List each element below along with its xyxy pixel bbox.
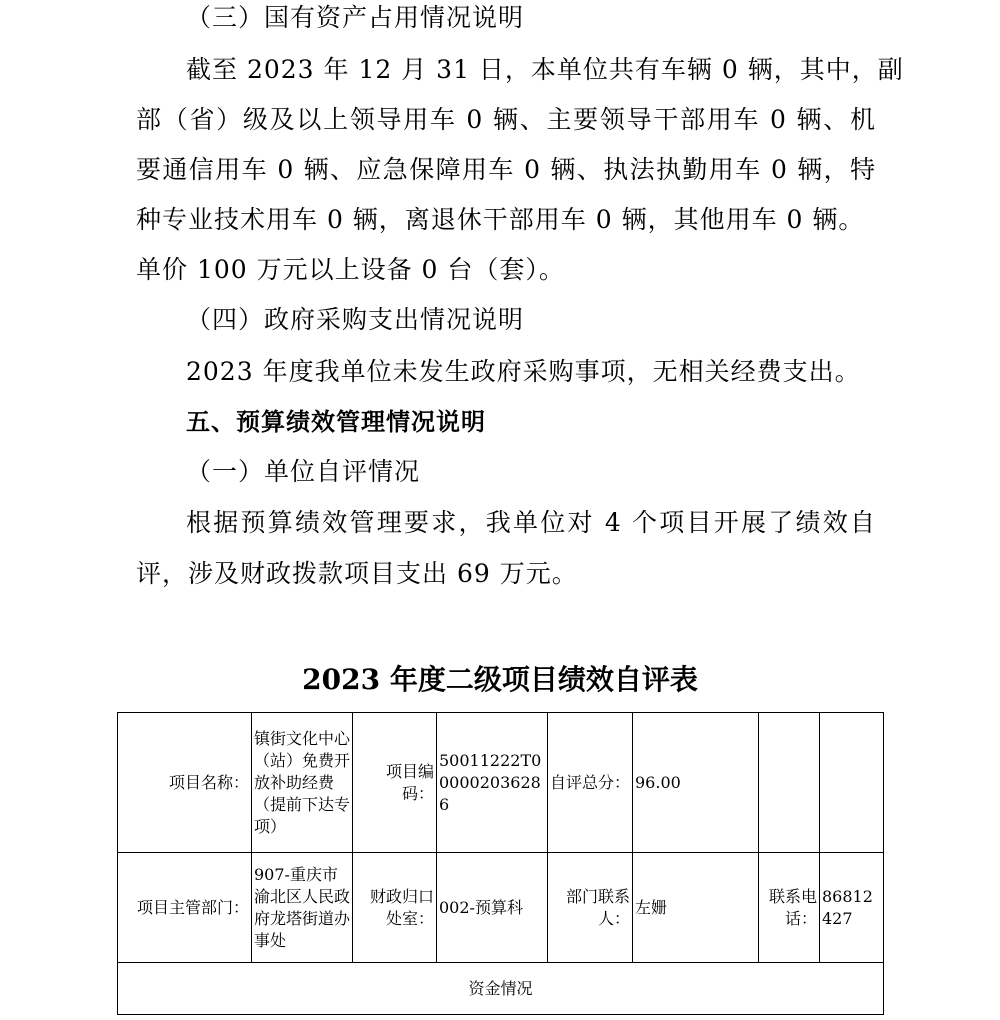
paragraph-line: 2023 年度我单位未发生政府采购事项，无相关经费支出。 <box>186 357 861 386</box>
dept-label: 项目主管部门： <box>118 853 252 963</box>
section-5-1-heading: （一）单位自评情况 <box>186 457 421 486</box>
contact-value: 左姗 <box>633 853 759 963</box>
score-label: 自评总分： <box>548 713 633 853</box>
contact-label: 部门联系人： <box>548 853 633 963</box>
office-label: 财政归口处室： <box>353 853 437 963</box>
section-4-heading: （四）政府采购支出情况说明 <box>186 305 525 334</box>
table-title: 2023 年度二级项目绩效自评表 <box>302 663 698 696</box>
table-row <box>118 713 884 853</box>
empty-cell <box>759 713 820 853</box>
paragraph-line: 截至 2023 年 12 月 31 日，本单位共有车辆 0 辆，其中，副 <box>186 55 904 84</box>
section-3-heading: （三）国有资产占用情况说明 <box>186 3 525 32</box>
funds-heading: 资金情况 <box>118 963 884 1015</box>
phone-label: 联系电话： <box>759 853 820 963</box>
office-value: 002-预算科 <box>437 853 548 963</box>
phone-value: 86812427 <box>820 853 884 963</box>
self-evaluation-table <box>117 712 884 1015</box>
empty-cell <box>820 713 884 853</box>
project-code-value: 50011222T000002036286 <box>437 713 548 853</box>
paragraph-line: 单价 100 万元以上设备 0 台（套）。 <box>136 255 565 284</box>
table-row <box>118 853 884 963</box>
project-name-label: 项目名称： <box>118 713 252 853</box>
project-code-label: 项目编码： <box>353 713 437 853</box>
table-row <box>118 963 884 1015</box>
paragraph-line: 评，涉及财政拨款项目支出 69 万元。 <box>136 559 578 588</box>
paragraph-line: 要通信用车 0 辆、应急保障用车 0 辆、执法执勤用车 0 辆，特 <box>136 155 876 184</box>
dept-value: 907-重庆市渝北区人民政府龙塔街道办事处 <box>252 853 353 963</box>
paragraph-line: 根据预算绩效管理要求，我单位对 4 个项目开展了绩效自 <box>186 508 876 537</box>
score-value: 96.00 <box>633 713 759 853</box>
paragraph-line: 部（省）级及以上领导用车 0 辆、主要领导干部用车 0 辆、机 <box>136 105 876 134</box>
project-name-value: 镇街文化中心（站）免费开放补助经费（提前下达专项） <box>252 713 353 853</box>
paragraph-line: 种专业技术用车 0 辆，离退休干部用车 0 辆，其他用车 0 辆。 <box>136 205 865 234</box>
section-5-heading: 五、预算绩效管理情况说明 <box>186 408 486 436</box>
